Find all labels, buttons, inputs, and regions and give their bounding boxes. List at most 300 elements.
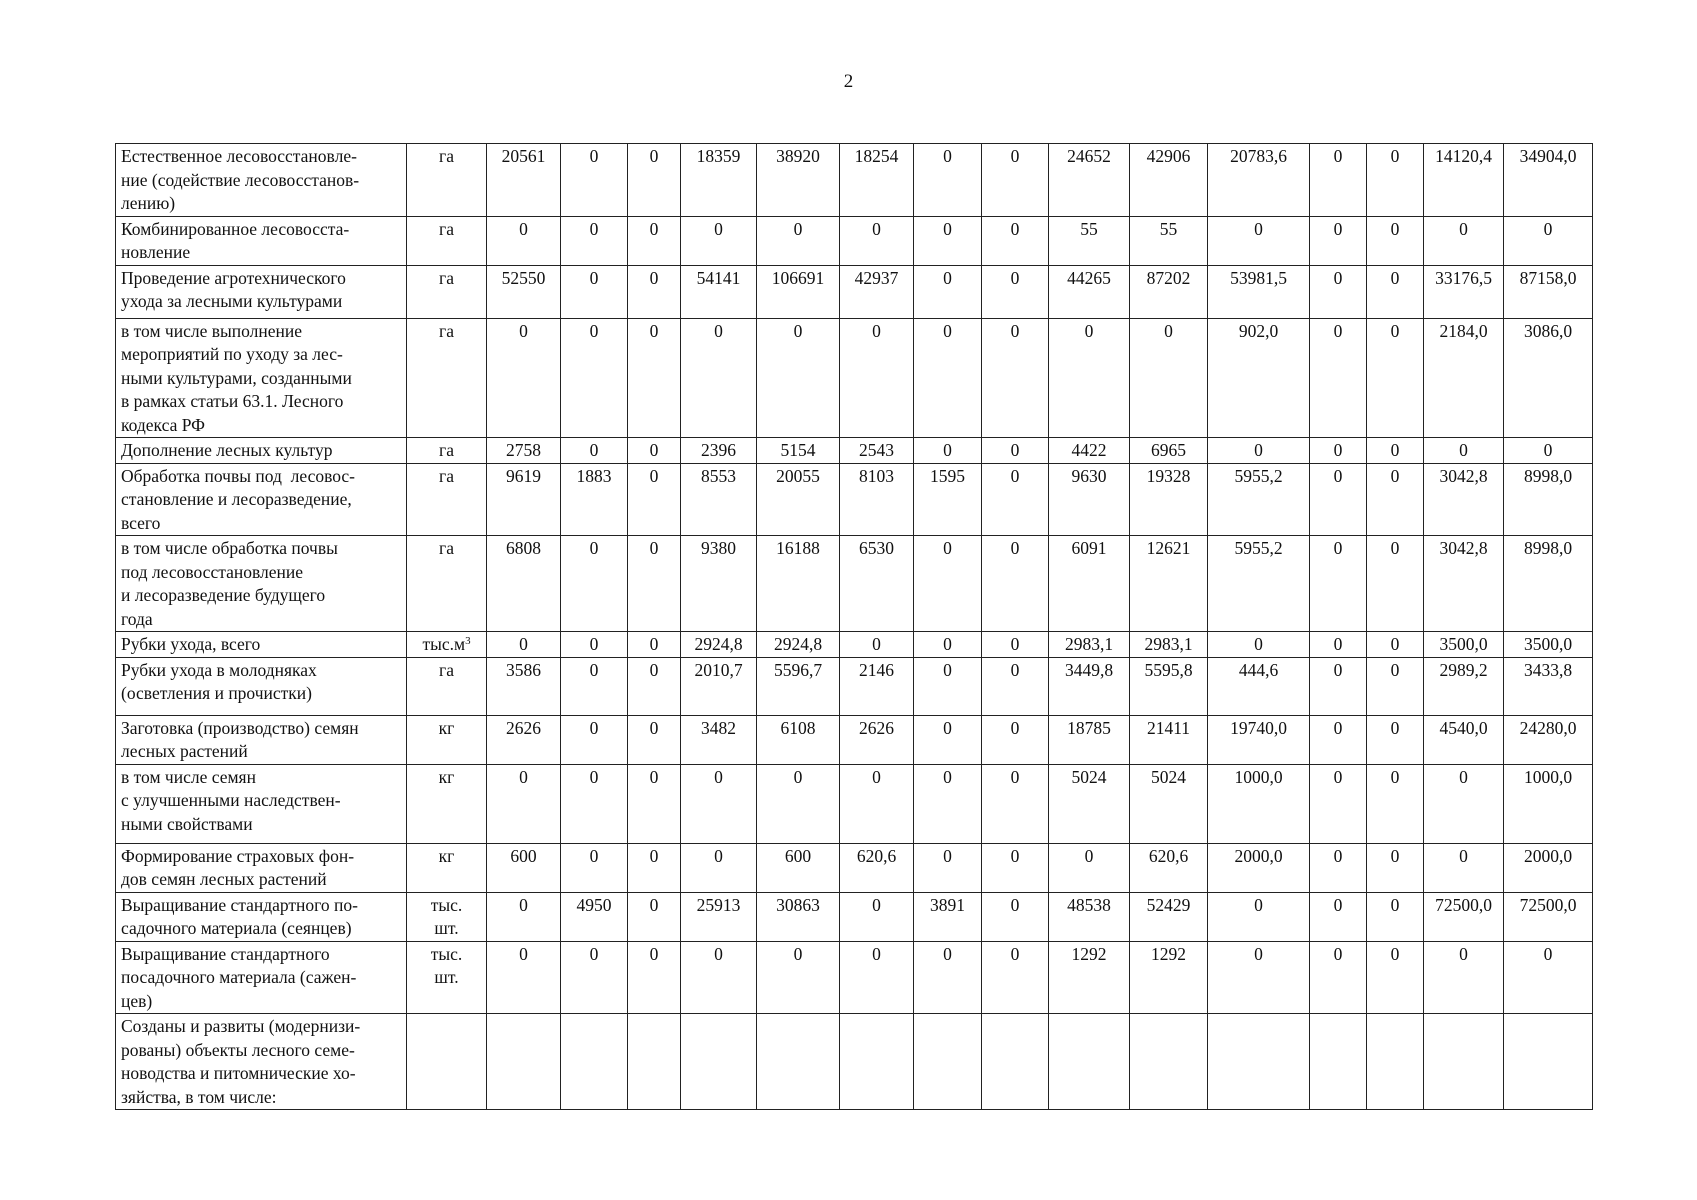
value-cell: 2146: [840, 657, 914, 715]
value-cell: 0: [487, 216, 561, 265]
value-cell: 0: [914, 715, 982, 764]
value-cell: [914, 1014, 982, 1110]
value-cell: 0: [982, 438, 1049, 464]
indicator-name-cell: [116, 216, 407, 265]
unit-text: га: [439, 659, 454, 680]
unit-cell: [407, 318, 487, 438]
value-cell: 0: [840, 216, 914, 265]
value-cell: 0: [1310, 265, 1367, 318]
value-cell: 0: [1310, 941, 1367, 1014]
value-cell: 0: [1367, 764, 1424, 843]
unit-cell: [407, 536, 487, 632]
value-cell: 0: [1367, 843, 1424, 892]
value-cell: 0: [982, 463, 1049, 536]
value-cell: 0: [840, 632, 914, 658]
value-cell: 0: [1504, 438, 1593, 464]
value-cell: 0: [561, 657, 628, 715]
value-cell: 54141: [681, 265, 757, 318]
value-cell: 42906: [1130, 144, 1208, 217]
value-cell: 0: [681, 216, 757, 265]
value-cell: 0: [1130, 318, 1208, 438]
value-cell: 0: [914, 216, 982, 265]
value-cell: 42937: [840, 265, 914, 318]
value-cell: 0: [628, 144, 681, 217]
value-cell: 0: [982, 715, 1049, 764]
indicator-name-line: (осветления и прочистки): [121, 683, 313, 703]
value-cell: 0: [914, 657, 982, 715]
unit-cell: [407, 715, 487, 764]
unit-cell: [407, 764, 487, 843]
unit-cell: [407, 941, 487, 1014]
value-cell: 2184,0: [1424, 318, 1504, 438]
table-row: [116, 318, 1593, 438]
value-cell: 18359: [681, 144, 757, 217]
table-row: [116, 216, 1593, 265]
indicator-name-cell: [116, 144, 407, 217]
value-cell: [840, 1014, 914, 1110]
value-cell: [1504, 1014, 1593, 1110]
value-cell: 5955,2: [1208, 536, 1310, 632]
value-cell: 0: [487, 318, 561, 438]
unit-line: шт.: [434, 967, 459, 987]
value-cell: 0: [561, 764, 628, 843]
value-cell: 5595,8: [1130, 657, 1208, 715]
value-cell: 3891: [914, 892, 982, 941]
indicator-name-line: новление: [121, 242, 191, 262]
indicator-name-line: новодства и питомнические хо-: [121, 1063, 356, 1083]
value-cell: 0: [982, 265, 1049, 318]
unit-superscript: 3: [465, 635, 471, 647]
value-cell: 5024: [1049, 764, 1130, 843]
value-cell: 0: [628, 892, 681, 941]
value-cell: 0: [628, 216, 681, 265]
value-cell: 44265: [1049, 265, 1130, 318]
value-cell: 3042,8: [1424, 536, 1504, 632]
value-cell: 444,6: [1208, 657, 1310, 715]
value-cell: 2543: [840, 438, 914, 464]
value-cell: 53981,5: [1208, 265, 1310, 318]
value-cell: 0: [1367, 144, 1424, 217]
value-cell: 48538: [1049, 892, 1130, 941]
value-cell: 1000,0: [1504, 764, 1593, 843]
value-cell: 2758: [487, 438, 561, 464]
value-cell: 0: [1367, 892, 1424, 941]
indicator-name-line: Комбинированное лесовосста-: [121, 218, 350, 239]
table-row: [116, 843, 1593, 892]
indicator-name-line: Естественное лесовосстановле-: [121, 146, 357, 166]
indicator-name-line: Рубки ухода в молодняках: [121, 659, 317, 680]
value-cell: 25913: [681, 892, 757, 941]
value-cell: 18254: [840, 144, 914, 217]
value-cell: 0: [1310, 463, 1367, 536]
indicator-name-line: ными свойствами: [121, 813, 253, 834]
value-cell: 14120,4: [1424, 144, 1504, 217]
unit-text: га: [439, 218, 454, 239]
value-cell: 9380: [681, 536, 757, 632]
value-cell: 0: [561, 438, 628, 464]
value-cell: 19328: [1130, 463, 1208, 536]
page-number: 2: [843, 71, 854, 92]
unit-text: га: [439, 440, 454, 460]
value-cell: 0: [982, 318, 1049, 438]
value-cell: 0: [1208, 216, 1310, 265]
value-cell: 0: [982, 216, 1049, 265]
table-row: [116, 265, 1593, 318]
indicator-name-line: Формирование страховых фон-: [121, 845, 355, 866]
value-cell: 0: [681, 318, 757, 438]
unit-text: кг: [438, 845, 455, 866]
indicator-name-line: и лесоразведение будущего: [121, 585, 326, 605]
indicator-name-line: рованы) объекты лесного семе-: [121, 1039, 355, 1060]
unit-cell: [407, 892, 487, 941]
value-cell: 4422: [1049, 438, 1130, 464]
value-cell: 0: [840, 941, 914, 1014]
unit-text: кг: [438, 766, 455, 787]
value-cell: 0: [1367, 265, 1424, 318]
value-cell: 0: [561, 632, 628, 658]
value-cell: 2396: [681, 438, 757, 464]
value-cell: 33176,5: [1424, 265, 1504, 318]
value-cell: 0: [561, 536, 628, 632]
indicator-name-cell: [116, 1014, 407, 1110]
forestry-indicators-table: [115, 143, 1593, 1110]
value-cell: [487, 1014, 561, 1110]
value-cell: 0: [982, 843, 1049, 892]
value-cell: 0: [914, 764, 982, 843]
value-cell: 8998,0: [1504, 463, 1593, 536]
value-cell: 902,0: [1208, 318, 1310, 438]
indicator-name-line: в том числе обработка почвы: [121, 538, 338, 558]
indicator-name-cell: [116, 265, 407, 318]
table-row: [116, 1014, 1593, 1110]
value-cell: 0: [1367, 438, 1424, 464]
value-cell: 5154: [757, 438, 840, 464]
value-cell: 0: [628, 265, 681, 318]
unit-cell: [407, 632, 487, 658]
table-row: [116, 715, 1593, 764]
value-cell: 16188: [757, 536, 840, 632]
value-cell: [628, 1014, 681, 1110]
indicator-name-cell: [116, 657, 407, 715]
indicator-name-cell: [116, 892, 407, 941]
value-cell: 4950: [561, 892, 628, 941]
indicator-name-line: Проведение агротехнического: [121, 267, 346, 288]
value-cell: 0: [840, 318, 914, 438]
indicator-name-line: лению): [121, 193, 176, 213]
value-cell: 72500,0: [1504, 892, 1593, 941]
indicator-name-cell: [116, 632, 407, 658]
value-cell: 0: [840, 764, 914, 843]
indicator-name-cell: [116, 318, 407, 438]
indicator-name-cell: [116, 715, 407, 764]
value-cell: 0: [1367, 463, 1424, 536]
value-cell: 0: [757, 941, 840, 1014]
value-cell: 2626: [487, 715, 561, 764]
value-cell: 4540,0: [1424, 715, 1504, 764]
value-cell: 55: [1130, 216, 1208, 265]
indicator-name-line: в том числе выполнение: [121, 320, 302, 341]
value-cell: 0: [982, 144, 1049, 217]
value-cell: 0: [914, 632, 982, 658]
unit-line: шт.: [434, 918, 459, 938]
value-cell: 3086,0: [1504, 318, 1593, 438]
value-cell: 20561: [487, 144, 561, 217]
value-cell: 1292: [1049, 941, 1130, 1014]
value-cell: 0: [1367, 318, 1424, 438]
value-cell: 52550: [487, 265, 561, 318]
indicator-name-line: Рубки ухода, всего: [121, 634, 261, 654]
table-row: [116, 144, 1593, 217]
value-cell: 0: [561, 318, 628, 438]
value-cell: 24280,0: [1504, 715, 1593, 764]
unit-text: га: [439, 267, 454, 288]
value-cell: 0: [1310, 764, 1367, 843]
indicator-name-line: садочного материала (сеянцев): [121, 918, 352, 938]
value-cell: 3449,8: [1049, 657, 1130, 715]
indicator-name-line: лесных растений: [121, 741, 248, 761]
value-cell: 2000,0: [1208, 843, 1310, 892]
value-cell: 0: [487, 941, 561, 1014]
value-cell: 0: [628, 843, 681, 892]
value-cell: 0: [1367, 715, 1424, 764]
value-cell: 0: [561, 941, 628, 1014]
value-cell: 5024: [1130, 764, 1208, 843]
value-cell: 2924,8: [681, 632, 757, 658]
value-cell: 20783,6: [1208, 144, 1310, 217]
value-cell: 0: [1424, 438, 1504, 464]
value-cell: 0: [628, 536, 681, 632]
value-cell: 9619: [487, 463, 561, 536]
value-cell: 0: [628, 715, 681, 764]
table-row: [116, 892, 1593, 941]
value-cell: 0: [628, 463, 681, 536]
table-row: [116, 632, 1593, 658]
value-cell: 0: [1310, 216, 1367, 265]
value-cell: 0: [561, 265, 628, 318]
value-cell: 8103: [840, 463, 914, 536]
indicator-name-line: посадочного материала (сажен-: [121, 967, 357, 987]
value-cell: 0: [1367, 941, 1424, 1014]
indicator-name-line: мероприятий по уходу за лес-: [121, 344, 343, 364]
value-cell: 8553: [681, 463, 757, 536]
indicator-name-line: под лесовосстановление: [121, 561, 303, 582]
value-cell: 3500,0: [1504, 632, 1593, 658]
value-cell: 20055: [757, 463, 840, 536]
value-cell: 0: [628, 764, 681, 843]
indicator-name-line: года: [121, 608, 153, 629]
value-cell: 8998,0: [1504, 536, 1593, 632]
value-cell: 0: [1310, 632, 1367, 658]
value-cell: 6808: [487, 536, 561, 632]
value-cell: 0: [1504, 216, 1593, 265]
value-cell: 0: [1424, 764, 1504, 843]
indicator-name-line: Выращивание стандартного: [121, 943, 330, 964]
indicator-name-line: с улучшенными наследствен-: [121, 790, 341, 810]
value-cell: 0: [561, 216, 628, 265]
value-cell: [982, 1014, 1049, 1110]
value-cell: [1208, 1014, 1310, 1110]
value-cell: [757, 1014, 840, 1110]
value-cell: 0: [487, 632, 561, 658]
value-cell: 2983,1: [1049, 632, 1130, 658]
value-cell: 0: [1367, 632, 1424, 658]
unit-cell: [407, 463, 487, 536]
value-cell: 0: [1504, 941, 1593, 1014]
table-row: [116, 536, 1593, 632]
table-row: [116, 438, 1593, 464]
value-cell: 9630: [1049, 463, 1130, 536]
indicator-name-cell: [116, 764, 407, 843]
value-cell: 2983,1: [1130, 632, 1208, 658]
value-cell: 34904,0: [1504, 144, 1593, 217]
value-cell: 0: [914, 318, 982, 438]
value-cell: 0: [561, 715, 628, 764]
indicator-name-line: Выращивание стандартного по-: [121, 894, 358, 915]
value-cell: 0: [982, 536, 1049, 632]
value-cell: 0: [561, 843, 628, 892]
value-cell: 18785: [1049, 715, 1130, 764]
value-cell: 600: [487, 843, 561, 892]
value-cell: 19740,0: [1208, 715, 1310, 764]
value-cell: 0: [757, 318, 840, 438]
value-cell: 0: [628, 657, 681, 715]
value-cell: 0: [628, 941, 681, 1014]
value-cell: 2989,2: [1424, 657, 1504, 715]
value-cell: 0: [982, 657, 1049, 715]
unit-text: га: [439, 320, 454, 341]
value-cell: 0: [914, 536, 982, 632]
unit-text: га: [439, 146, 454, 166]
value-cell: 1595: [914, 463, 982, 536]
indicator-name-line: дов семян лесных растений: [121, 869, 327, 889]
value-cell: 6108: [757, 715, 840, 764]
indicator-name-line: в том числе семян: [121, 766, 256, 787]
value-cell: 38920: [757, 144, 840, 217]
value-cell: 0: [1367, 216, 1424, 265]
value-cell: 2924,8: [757, 632, 840, 658]
indicator-name-line: становление и лесоразведение,: [121, 489, 352, 509]
value-cell: 0: [1208, 892, 1310, 941]
value-cell: 0: [757, 216, 840, 265]
value-cell: 0: [681, 843, 757, 892]
unit-cell: [407, 265, 487, 318]
value-cell: 0: [1310, 715, 1367, 764]
table-row: [116, 657, 1593, 715]
value-cell: 3042,8: [1424, 463, 1504, 536]
unit-line: тыс.: [430, 943, 463, 964]
value-cell: 0: [840, 892, 914, 941]
unit-cell: [407, 216, 487, 265]
value-cell: 52429: [1130, 892, 1208, 941]
indicator-name-line: всего: [121, 512, 161, 533]
value-cell: 0: [1310, 144, 1367, 217]
indicator-name-line: ными культурами, созданными: [121, 367, 352, 388]
value-cell: 0: [914, 843, 982, 892]
indicator-name-cell: [116, 843, 407, 892]
value-cell: 0: [628, 318, 681, 438]
value-cell: 3433,8: [1504, 657, 1593, 715]
value-cell: [1310, 1014, 1367, 1110]
value-cell: 0: [757, 764, 840, 843]
indicator-name-cell: [116, 463, 407, 536]
value-cell: 1292: [1130, 941, 1208, 1014]
value-cell: 24652: [1049, 144, 1130, 217]
unit-text: кг: [438, 717, 455, 738]
indicator-name-cell: [116, 941, 407, 1014]
value-cell: 620,6: [1130, 843, 1208, 892]
value-cell: 0: [561, 144, 628, 217]
value-cell: [1130, 1014, 1208, 1110]
unit-cell: [407, 438, 487, 464]
value-cell: 0: [1208, 438, 1310, 464]
unit-text: га: [439, 538, 454, 558]
value-cell: 87158,0: [1504, 265, 1593, 318]
value-cell: 6965: [1130, 438, 1208, 464]
value-cell: 3500,0: [1424, 632, 1504, 658]
value-cell: 0: [914, 144, 982, 217]
table-row: [116, 764, 1593, 843]
value-cell: 0: [628, 438, 681, 464]
value-cell: 0: [681, 764, 757, 843]
indicator-name-line: Дополнение лесных культур: [121, 440, 333, 460]
value-cell: 2000,0: [1504, 843, 1593, 892]
value-cell: 0: [487, 764, 561, 843]
value-cell: 0: [1424, 216, 1504, 265]
value-cell: 0: [914, 265, 982, 318]
value-cell: 87202: [1130, 265, 1208, 318]
indicator-name-line: в рамках статьи 63.1. Лесного: [121, 391, 344, 411]
indicator-name-line: цев): [121, 990, 153, 1011]
value-cell: 0: [914, 438, 982, 464]
value-cell: 0: [1310, 892, 1367, 941]
unit-cell: [407, 657, 487, 715]
value-cell: 0: [1208, 632, 1310, 658]
indicator-name-line: ние (содействие лесовосстанов-: [121, 169, 360, 190]
value-cell: [1424, 1014, 1504, 1110]
value-cell: 0: [681, 941, 757, 1014]
value-cell: [681, 1014, 757, 1110]
value-cell: 0: [1049, 843, 1130, 892]
unit-text: тыс.м: [422, 634, 466, 654]
value-cell: 1883: [561, 463, 628, 536]
value-cell: 2626: [840, 715, 914, 764]
value-cell: 6530: [840, 536, 914, 632]
unit-line: тыс.: [430, 894, 463, 915]
indicator-name-line: Обработка почвы под лесовос-: [121, 465, 356, 486]
value-cell: 600: [757, 843, 840, 892]
value-cell: 0: [1310, 843, 1367, 892]
unit-cell: [407, 1014, 487, 1110]
unit-cell: [407, 843, 487, 892]
value-cell: 0: [1208, 941, 1310, 1014]
value-cell: 0: [982, 892, 1049, 941]
value-cell: 620,6: [840, 843, 914, 892]
value-cell: 30863: [757, 892, 840, 941]
value-cell: 0: [1367, 536, 1424, 632]
value-cell: 0: [982, 941, 1049, 1014]
indicator-name-line: кодекса РФ: [121, 414, 205, 435]
value-cell: 72500,0: [1424, 892, 1504, 941]
value-cell: 55: [1049, 216, 1130, 265]
indicator-name-cell: [116, 536, 407, 632]
indicator-name-cell: [116, 438, 407, 464]
value-cell: 0: [1310, 318, 1367, 438]
value-cell: 6091: [1049, 536, 1130, 632]
indicator-name-line: зяйства, в том числе:: [121, 1086, 277, 1107]
value-cell: 1000,0: [1208, 764, 1310, 843]
value-cell: 5596,7: [757, 657, 840, 715]
indicator-name-line: Созданы и развиты (модернизи-: [121, 1016, 361, 1036]
